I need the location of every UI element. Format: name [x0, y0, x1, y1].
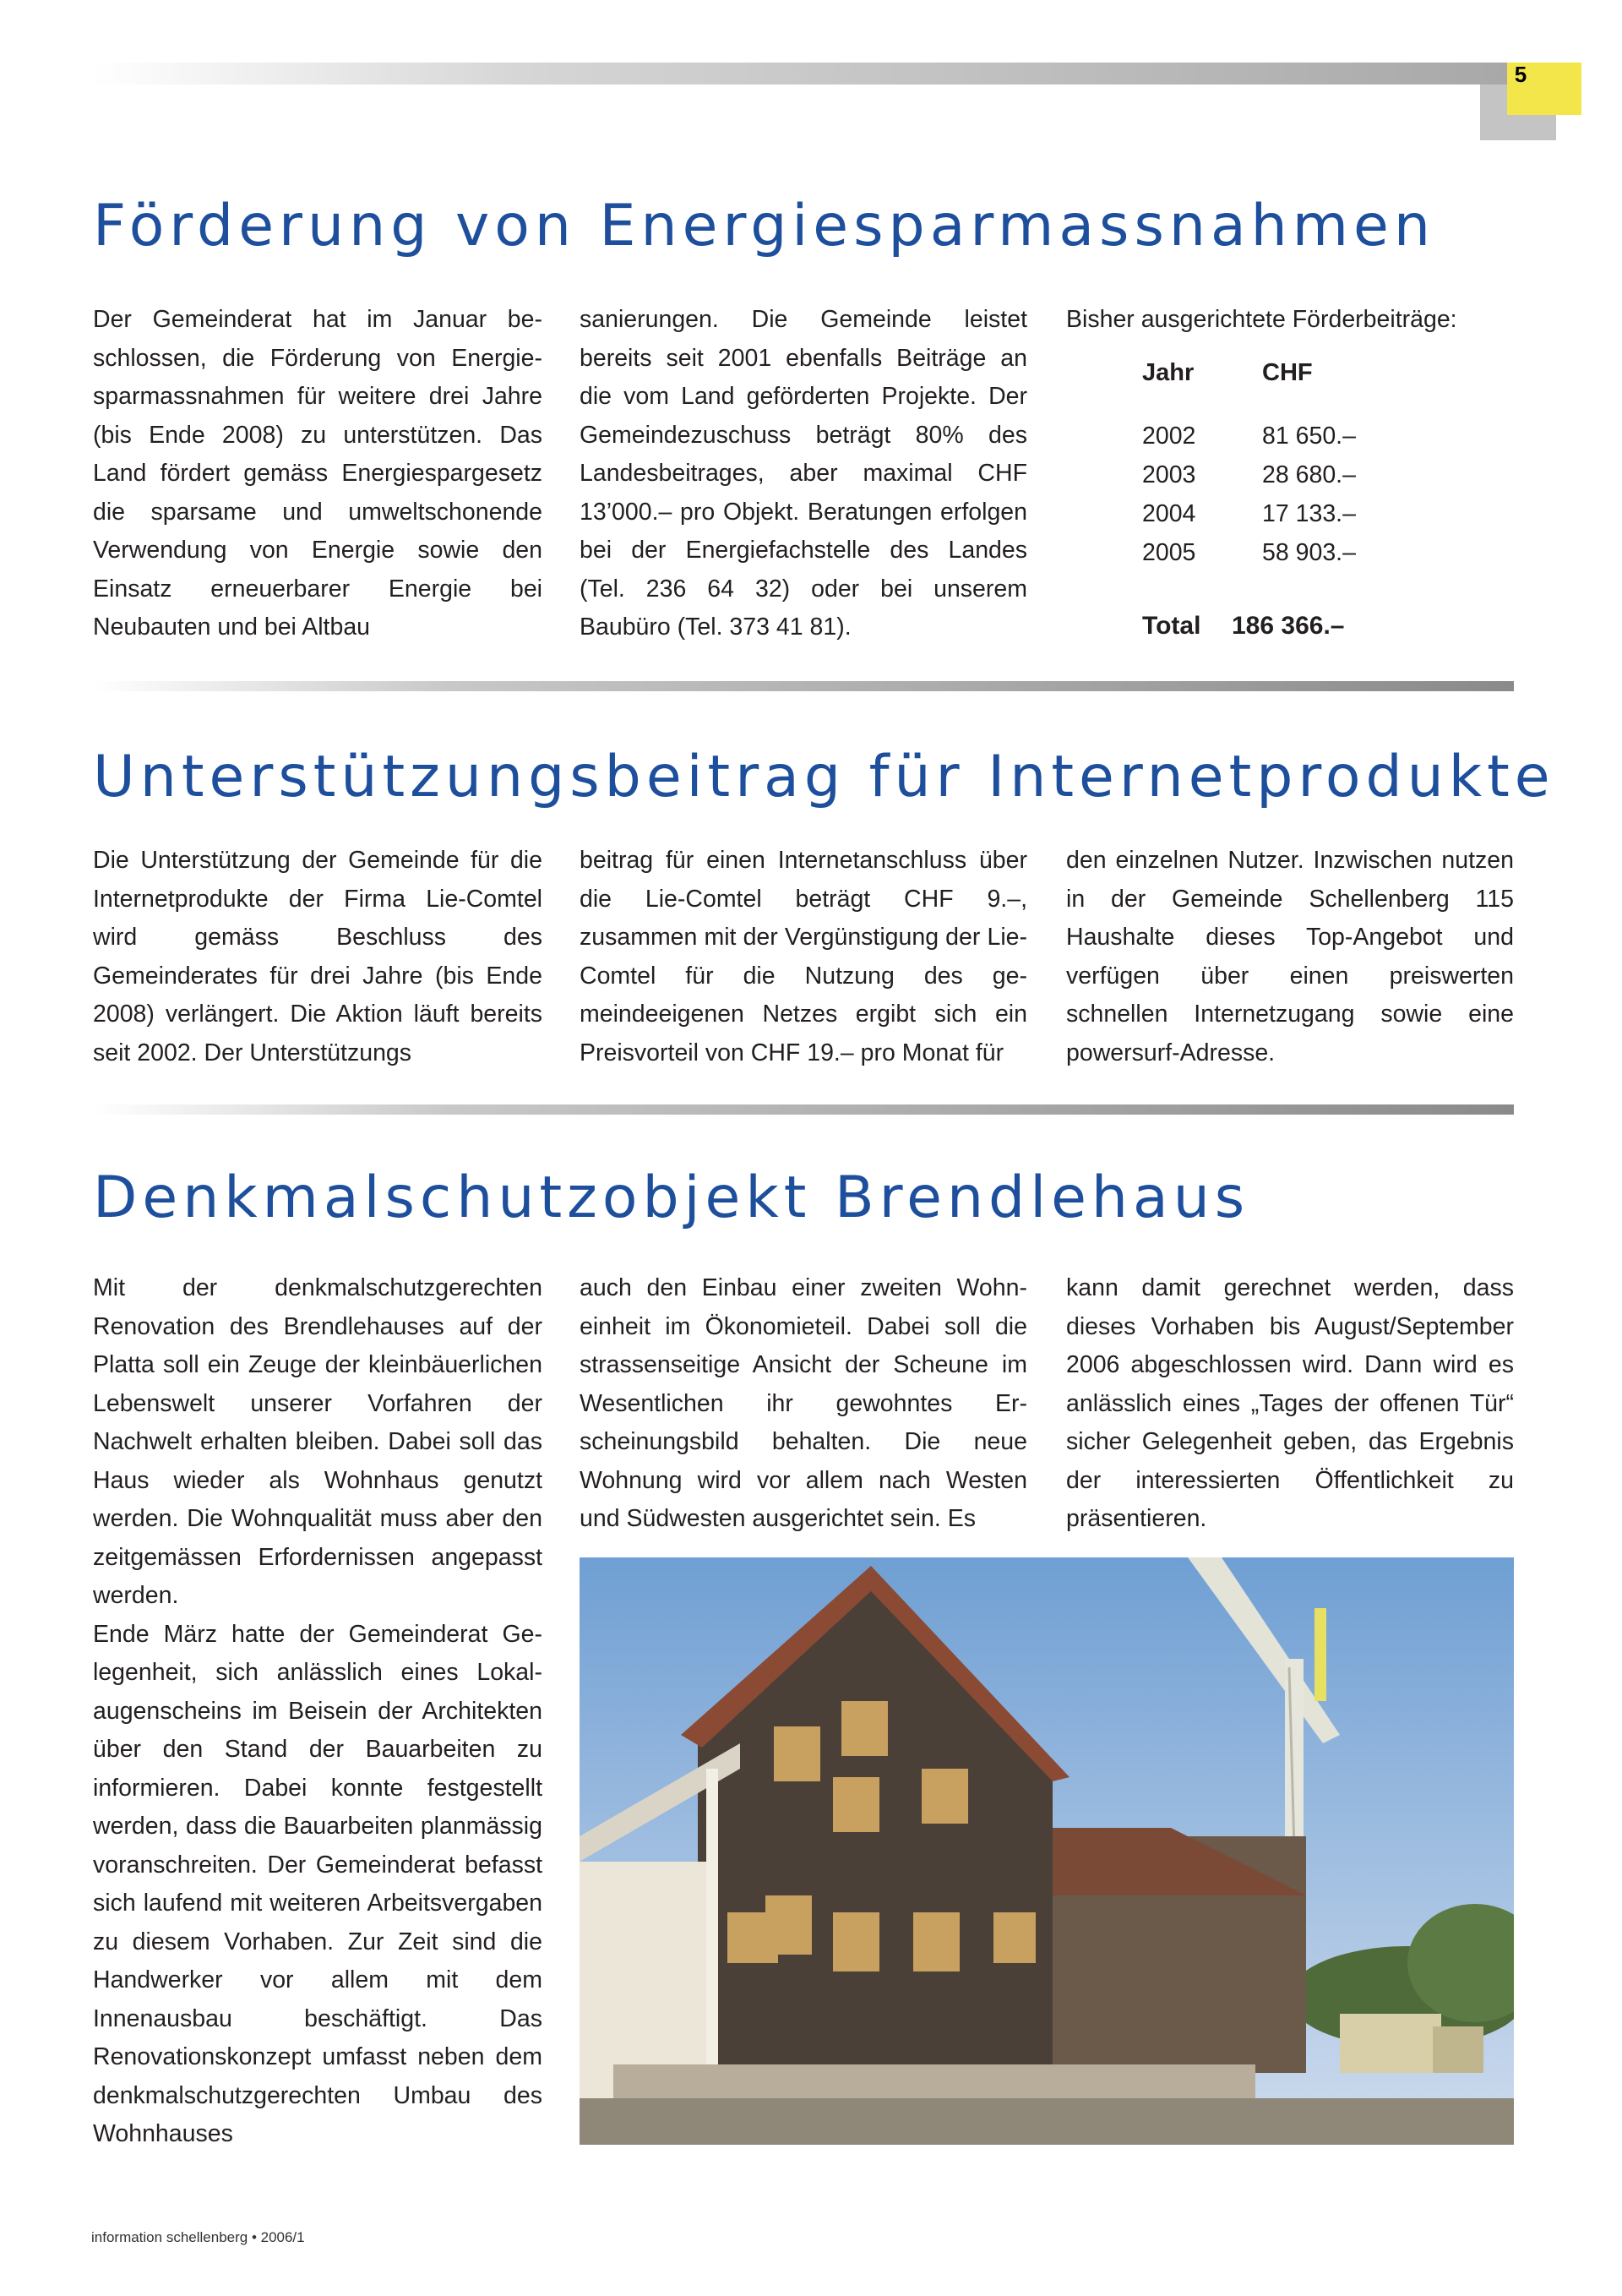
funding-table-amount: 81 650.– [1262, 423, 1356, 450]
funding-table-total-label: Total [1142, 612, 1201, 640]
brendlehaus-column-3 [1066, 1269, 1514, 1539]
brendlehaus-paragraph-4: kann damit gerechnet werden, dass dieses Vorhaben bis August/September 2006 abgeschlossen wird. Dann wird es anlässlich eines „Tages der offenen Tür“ sicher Gelegenheit geben, das Ergebnis der interessierten Öffentlichkeit zu präsentieren. [1066, 1274, 1514, 1532]
brendlehaus-photo [580, 1557, 1514, 2145]
section-title-internet: Unterstützungsbeitrag für Internetprodukte [93, 744, 1555, 810]
brendlehaus-column-1 [93, 1269, 542, 2154]
energy-paragraph-1: Der Gemeinderat hat im Januar beschlossen, die Förderung von Energiesparmassnahmen für weitere drei Jahre (bis Ende 2008) zu unterstützen. Das Land fördert gemäss Energiespargesetz die sparsame und umweltschonende Verwendung von Energie sowie den Einsatz erneuerbarer Energie bei Neubauten und bei Altbau [93, 306, 542, 641]
brendlehaus-paragraph-2: Ende März hatte der Gemeinderat Gelegenheit, sich anlässlich eines Lokalaugenscheins im Beisein der Architekten über den Stand der Bauarbeiten zu informieren. Dabei konnte festgestellt werden, dass die Bauarbeiten planmässig voranschreiten. Der Gemeinderat befasst sich laufend mit weiteren Arbeitsvergaben zu diesem Vorhaben. Zur Zeit sind die Handwerker vor allem mit dem Innenausbau beschäftigt. Das Renovationskonzept umfasst neben dem denkmalschutzgerechten Umbau des Wohnhauses [93, 1620, 542, 2147]
brendlehaus-column-2 [580, 1269, 1027, 1539]
section-title-brendlehaus: Denkmalschutzobjekt Brendlehaus [93, 1164, 1250, 1231]
funding-table-amount: 28 680.– [1262, 461, 1356, 488]
section-title-energy: Förderung von Energiesparmassnahmen [93, 193, 1435, 259]
funding-table-total-value: 186 366.– [1232, 612, 1345, 640]
funding-table-amount: 58 903.– [1262, 539, 1356, 566]
funding-table-year: 2005 [1142, 539, 1196, 566]
funding-table-header-year: Jahr [1142, 359, 1195, 386]
brendlehaus-paragraph-3: auch den Einbau einer zweiten Wohneinheit im Ökonomieteil. Dabei soll die strassenseitige Ansicht der Scheune im Wesentlichen ihr gewohntes Erscheinungsbild behalten. Die neue Wohnung wird vor allem nach Westen und Südwesten ausgerichtet sein. Es [580, 1274, 1027, 1532]
internet-paragraph-2: beitrag für einen Internetanschluss über die Lie-Comtel beträgt CHF 9.–, zusammen mit der Vergünstigung der Lie-Comtel für die Nutzung des gemeindeeigenen Netzes ergibt sich ein Preisvorteil von CHF 19.– pro Monat für [580, 847, 1027, 1066]
funding-table-amount: 17 133.– [1262, 500, 1356, 527]
internet-paragraph-1: Die Unterstützung der Gemeinde für die Internetprodukte der Firma Lie-Comtel wird gemäss Beschluss des Gemeinderates für drei Jahre (bis Ende 2008) verlängert. Die Aktion läuft bereits seit 2002. Der Unterstützungs [93, 847, 542, 1066]
internet-paragraph-3: den einzelnen Nutzer. Inzwischen nutzen in der Gemeinde Schellenberg 115 Haushalte dieses Top-Angebot und verfügen über einen preiswerten schnellen Internetzugang sowie eine powersurf-Adresse. [1066, 847, 1514, 1066]
section-divider [93, 681, 1514, 691]
funding-table-year: 2004 [1142, 500, 1196, 527]
energy-paragraph-2: sanierungen. Die Gemeinde leistet bereits seit 2001 ebenfalls Beiträge an die vom Land geförderten Projekte. Der Gemeindezuschuss beträgt 80% des Landesbeitrages, aber maximal CHF 13’000.– pro Objekt. Beratungen erfolgen bei der Energiefachstelle des Landes (Tel. 236 64 32) oder bei unserem Baubüro (Tel. 373 41 81). [580, 306, 1027, 641]
header-gradient-bar [93, 63, 1512, 85]
funding-table-intro: Bisher ausgerichtete Förderbeiträge: [1066, 306, 1457, 333]
ground [580, 2098, 1514, 2145]
internet-column-1 [93, 842, 542, 1072]
funding-table-year: 2002 [1142, 423, 1196, 450]
energy-column-2 [580, 301, 1027, 647]
section-divider [93, 1104, 1514, 1115]
page-number: 5 [1514, 62, 1527, 87]
internet-column-3 [1066, 842, 1514, 1072]
funding-table-header-chf: CHF [1262, 359, 1313, 386]
brendlehaus-paragraph-1: Mit der denkmalschutzgerechten Renovation des Brendlehauses auf der Platta soll ein Zeuge der kleinbäuerlichen Lebenswelt unserer Vorfahren der Nachwelt erhalten bleiben. Dabei soll das Haus wieder als Wohnhaus genutzt werden. Die Wohnqualität muss aber den zeitgemässen Erfordernissen angepasst werden. [93, 1274, 542, 1609]
energy-column-1 [93, 301, 542, 647]
funding-table-year: 2003 [1142, 461, 1196, 488]
footer-publication-info: information schellenberg • 2006/1 [91, 2229, 305, 2245]
internet-column-2 [580, 842, 1027, 1072]
